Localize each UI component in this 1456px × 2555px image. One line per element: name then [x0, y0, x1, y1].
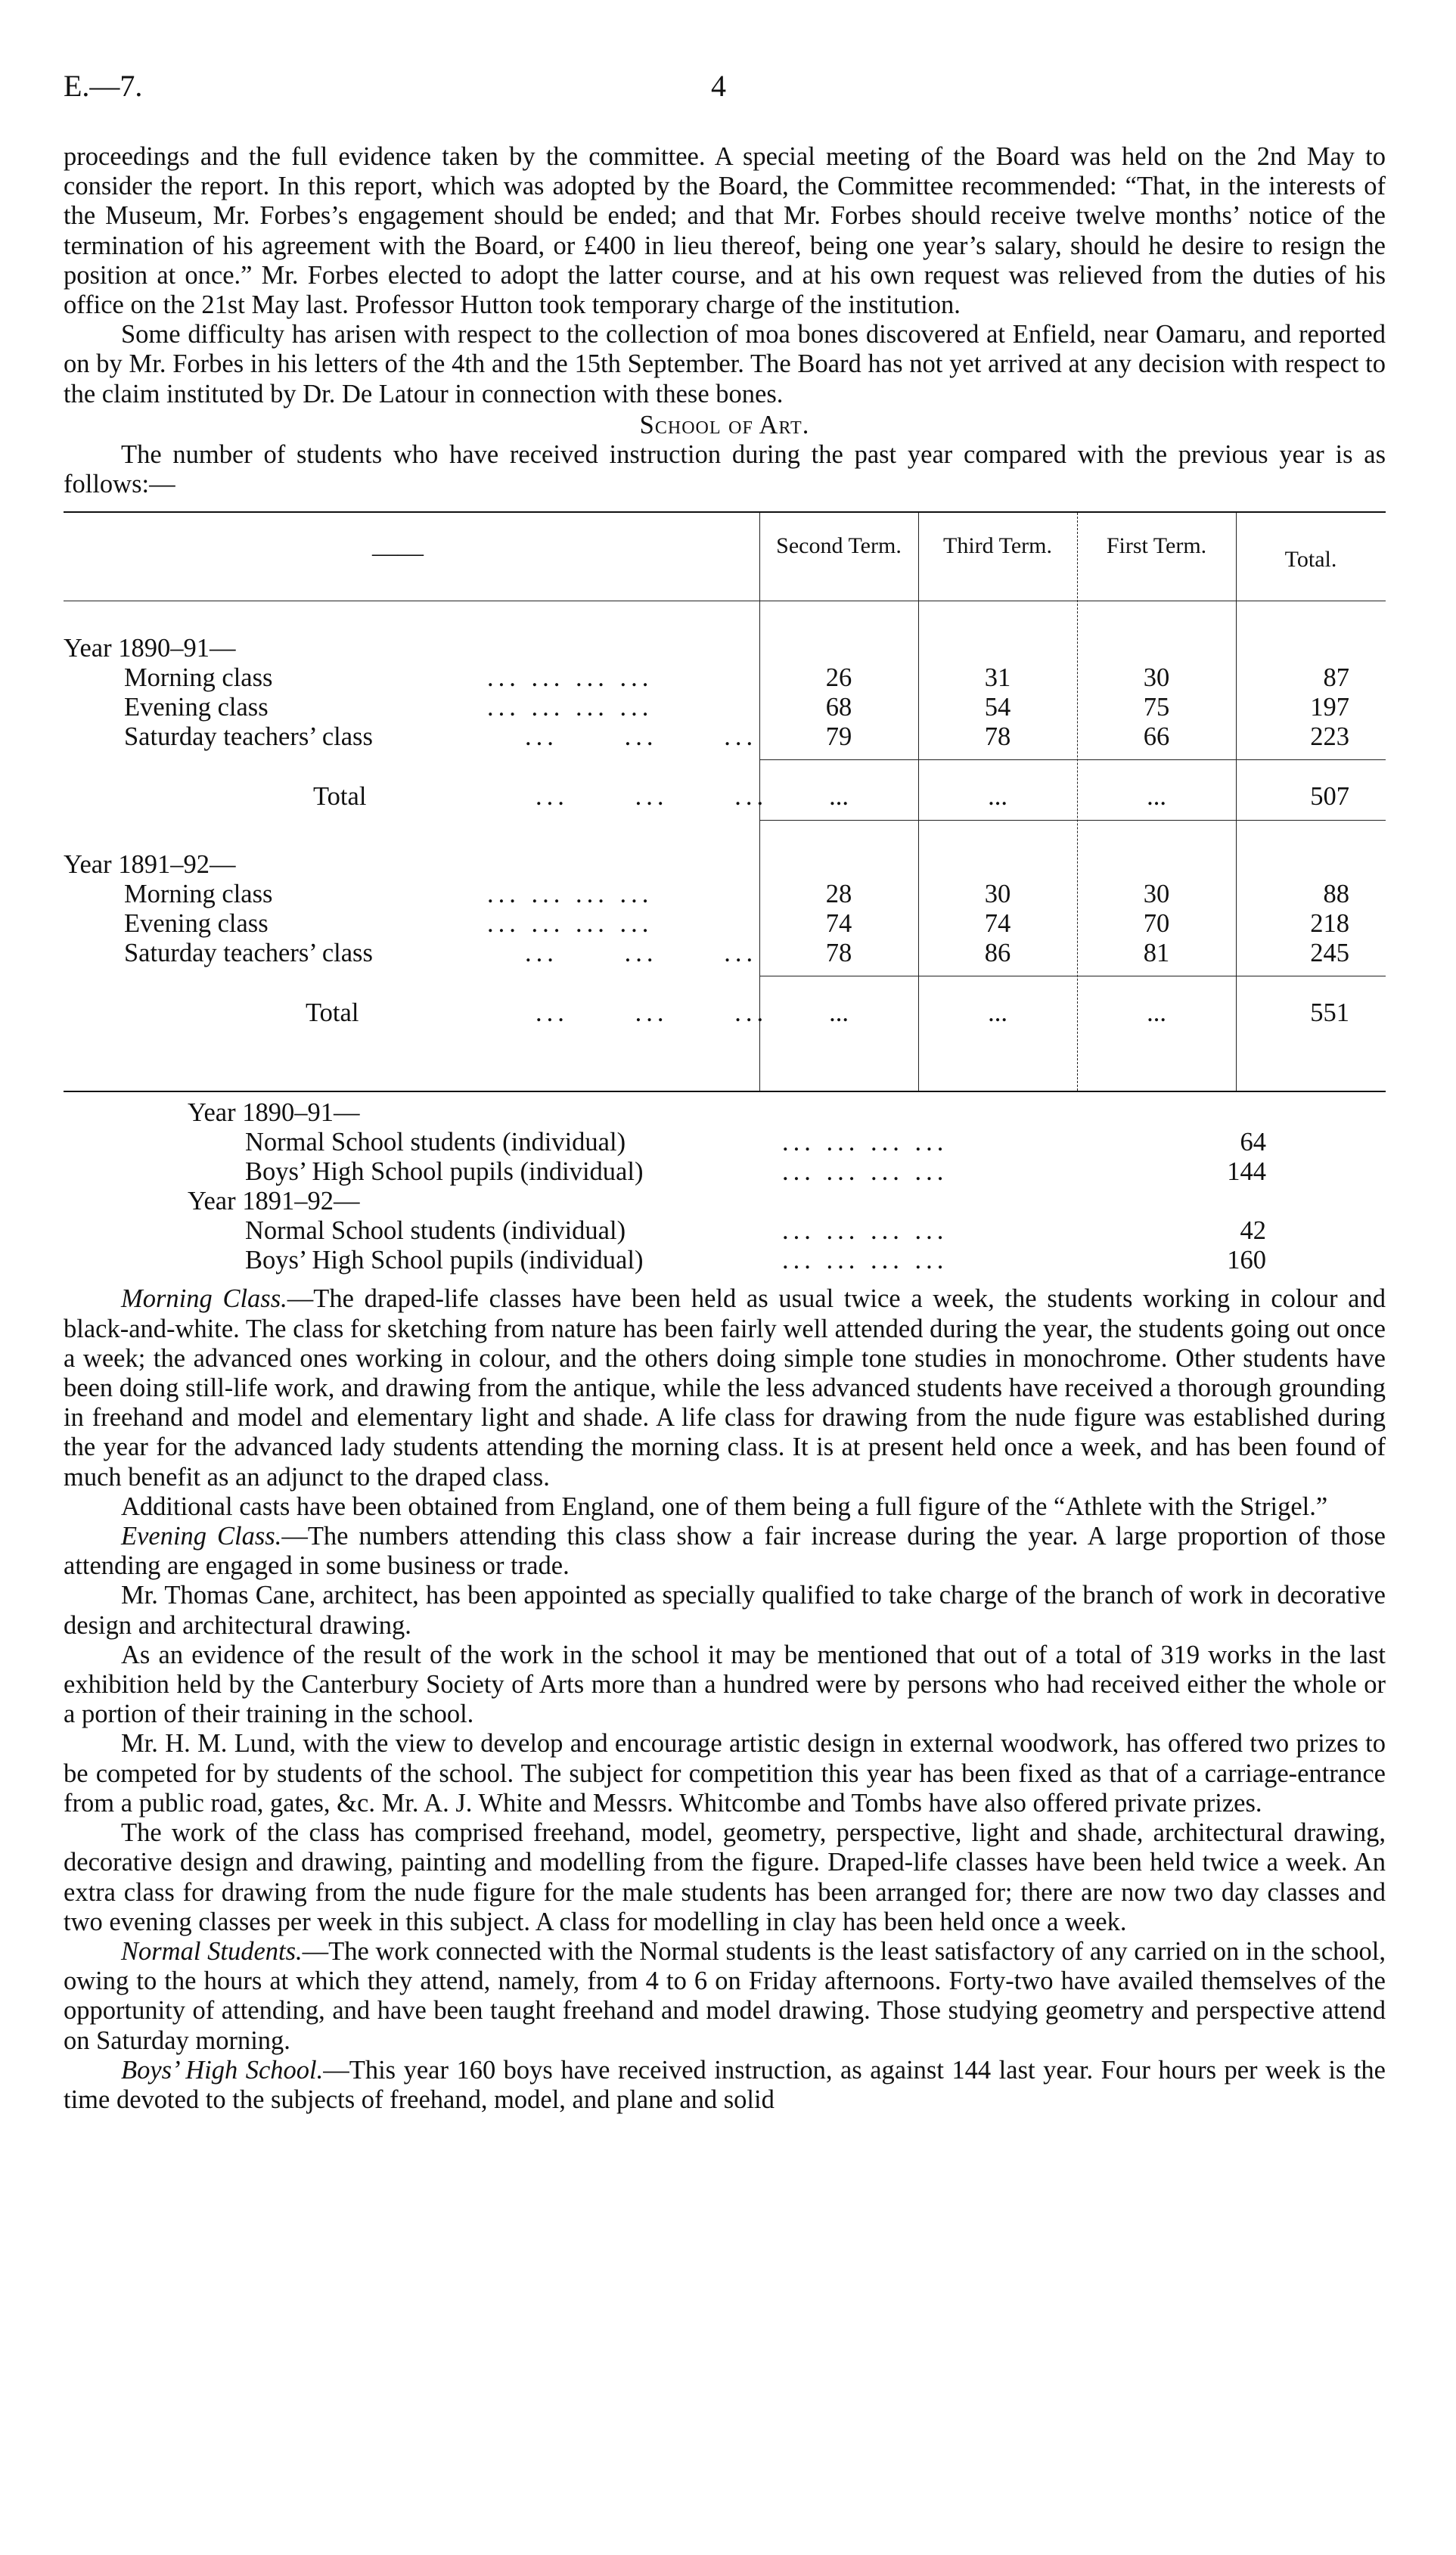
row-label: Morning class [124, 880, 273, 909]
cell: 30 [984, 880, 1011, 909]
cell: ... [1147, 782, 1166, 812]
cell: 79 [825, 722, 852, 752]
cell: 70 [1143, 909, 1170, 939]
col-header-first-term: First Term. [1106, 533, 1207, 559]
cell: 66 [1143, 722, 1170, 752]
paragraph-morning-class: Morning Class.—The draped-life classes have been held as usual twice a week, the students working in colour and black-and-white. The class for sketching from nature has been fairly well attended during the year, the students going out once a week; the advanced ones working in colour, and the others doing simple tone studies in monochrome. Other students have been doing still-life work, and drawing from the antique, while the less advanced students have received a thorough grounding in freehand and model and elementary light and shade. A life class for drawing from the nude figure was established during the year for the advanced lady students attending the morning class. It is at present held once a week, and has been found of much benefit as an adjunct to the draped class. [64, 1284, 1386, 1492]
total-label: Total [313, 782, 367, 812]
paragraph-exhibition: As an evidence of the result of the work in the school it may be mentioned that out of a total of 319 works in the last exhibition held by the Canterbury Society of Arts more than a hundred were by persons who had received either the whole or a portion of their training in the school. [64, 1640, 1386, 1729]
summary-label: Boys’ High School pupils (individual) [245, 1157, 644, 1187]
document-body [64, 142, 1386, 2115]
table-bottom-rule [64, 1091, 1386, 1092]
paragraph: Some difficulty has arisen with respect to the collection of moa bones discovered at Enfield, near Oamaru, and reported on by Mr. Forbes in his letters of the 4th and the 15th September. The Board has not yet arrived at any decision with respect to the claim instituted by Dr. De Latour in connection with these bones. [64, 320, 1386, 408]
group-label-1890: Year 1890–91— [64, 634, 236, 663]
cell: 245 [1310, 939, 1349, 968]
cell: 78 [825, 939, 852, 968]
summary-label: Boys’ High School pupils (individual) [245, 1246, 644, 1275]
individual-students-summary: Year 1890–91— Normal School students (individual) ... ... ... ... 64 Boys’ High School pupils (individual) ... ... ... ... 144 Year 1891–92— Normal School students (individual) ... ... ... ... 42 Boys’ High School pupils (individual) ... ... ... ... 160 [188, 1098, 1266, 1275]
col-header-total: Total. [1284, 547, 1337, 573]
cell: 81 [1143, 939, 1170, 968]
cell: ... [988, 782, 1007, 812]
cell: 87 [1323, 663, 1349, 693]
cell: ... [829, 782, 849, 812]
row-label: Evening class [124, 909, 269, 939]
table-corner: —— [372, 539, 424, 568]
cell: 30 [1143, 663, 1170, 693]
paragraph-cane: Mr. Thomas Cane, architect, has been appointed as specially qualified to take charge of the branch of work in decorative design and architectural drawing. [64, 1581, 1386, 1640]
section-heading: School of Art. [639, 410, 810, 439]
paragraph-normal-students: Normal Students.—The work connected with the Normal students is the least satisfactory of any carried on in the school, owing to the hours at which they attend, namely, from 4 to 6 on Friday afternoons. Forty-two have availed themselves of the opportunity of attending, and have been taught freehand and model drawing. Those studying geometry and perspective attend on Saturday morning. [64, 1936, 1386, 2055]
paragraph-evening-class: Evening Class.—The numbers attending this class show a fair increase during the year. A large proportion of those attending are engaged in some business or trade. [64, 1522, 1386, 1581]
summary-year: Year 1891–92— [188, 1187, 360, 1216]
table-intro: The number of students who have received instruction during the past year compared with the previous year is as follows:— [64, 440, 1386, 499]
summary-value: 144 [1227, 1157, 1266, 1187]
cell: 551 [1310, 998, 1349, 1028]
cell: ... [1147, 998, 1166, 1028]
cell: 54 [984, 693, 1011, 722]
page-header [64, 68, 1386, 113]
paragraph-casts: Additional casts have been obtained from England, one of them being a full figure of the “Athlete with the Strigel.” [121, 1492, 1328, 1521]
cell: 88 [1323, 880, 1349, 909]
row-label: Evening class [124, 693, 269, 722]
cell: 68 [825, 693, 852, 722]
row-label: Saturday teachers’ class [124, 722, 373, 752]
cell: 30 [1143, 880, 1170, 909]
cell: 28 [825, 880, 852, 909]
report-reference: E.—7. [64, 69, 143, 103]
cell: 197 [1310, 693, 1349, 722]
total-label: Total [306, 998, 359, 1028]
col-header-second-term: Second Term. [776, 533, 902, 559]
cell: 78 [984, 722, 1011, 752]
paragraph-class-work: The work of the class has comprised freehand, model, geometry, perspective, light and shade, architectural drawing, decorative design and drawing, painting and modelling from the figure. Draped-life classes have been held twice a week. An extra class for drawing from the nude figure for the male students has been arranged for; there are now two day classes and two evening classes per week in this subject. A class for modelling in clay has been held once a week. [64, 1818, 1386, 1936]
cell: 74 [825, 909, 852, 939]
cell: 31 [984, 663, 1011, 693]
summary-value: 160 [1227, 1246, 1266, 1275]
group-label-1891: Year 1891–92— [64, 850, 236, 880]
summary-value: 42 [1240, 1216, 1266, 1246]
paragraph: proceedings and the full evidence taken by the committee. A special meeting of the Board was held on the 2nd May to consider the report. In this report, which was adopted by the Board, the Committee recommended: “That, in the interests of the Museum, Mr. Forbes’s engagement should be ended; and that Mr. Forbes should receive twelve months’ notice of the termination of his agreement with the Board, or £400 in lieu thereof, being one year’s salary, should he desire to resign the position at once.” Mr. Forbes elected to adopt the latter course, and at his own request was relieved from the duties of his office on the 21st May last. Professor Hutton took temporary charge of the institution. [64, 142, 1386, 320]
table-top-rule [64, 511, 1386, 513]
summary-value: 64 [1240, 1128, 1266, 1157]
row-label: Saturday teachers’ class [124, 939, 373, 968]
summary-year: Year 1890–91— [188, 1098, 360, 1128]
paragraph-boys-high-school: Boys’ High School.—This year 160 boys have received instruction, as against 144 last year. Four hours per week is the time devoted to the subjects of freehand, model, and plane and solid [64, 2055, 1386, 2114]
cell: 75 [1143, 693, 1170, 722]
cell: 223 [1310, 722, 1349, 752]
summary-label: Normal School students (individual) [245, 1128, 626, 1157]
page-number: 4 [711, 69, 726, 103]
cell: ... [829, 998, 849, 1028]
cell: 218 [1310, 909, 1349, 939]
row-label: Morning class [124, 663, 273, 693]
attendance-table: —— Second Term. Third Term. First Term. Total. Year 1890–91— Morning class ... ... ... ... 26 31 30 87 Evening class ... ... ... ... 68 54 75 197 Saturday teachers’ class ... ... ... 79 78 66 223 Total ... ... ... ... ... ... 507 Year 1891–92— Morning class ... ... ... ... 28 30 30 88 Evening class ... ... ... ... 74 74 70 218 Saturday teachers’ class ... ... ... 78 86 81 245 Total ... ... ... ... ... ... 551 [64, 507, 1386, 1098]
cell: 26 [825, 663, 852, 693]
summary-label: Normal School students (individual) [245, 1216, 626, 1246]
cell: 74 [984, 909, 1011, 939]
cell: 507 [1310, 782, 1349, 812]
paragraph-lund-prizes: Mr. H. M. Lund, with the view to develop and encourage artistic design in external woodwork, has offered two prizes to be competed for by students of the school. The subject for competition this year has been fixed as that of a carriage-entrance from a public road, gates, &c. Mr. A. J. White and Messrs. Whitcombe and Tombs have also offered private prizes. [64, 1729, 1386, 1818]
col-header-third-term: Third Term. [943, 533, 1052, 559]
cell: 86 [984, 939, 1011, 968]
cell: ... [988, 998, 1007, 1028]
